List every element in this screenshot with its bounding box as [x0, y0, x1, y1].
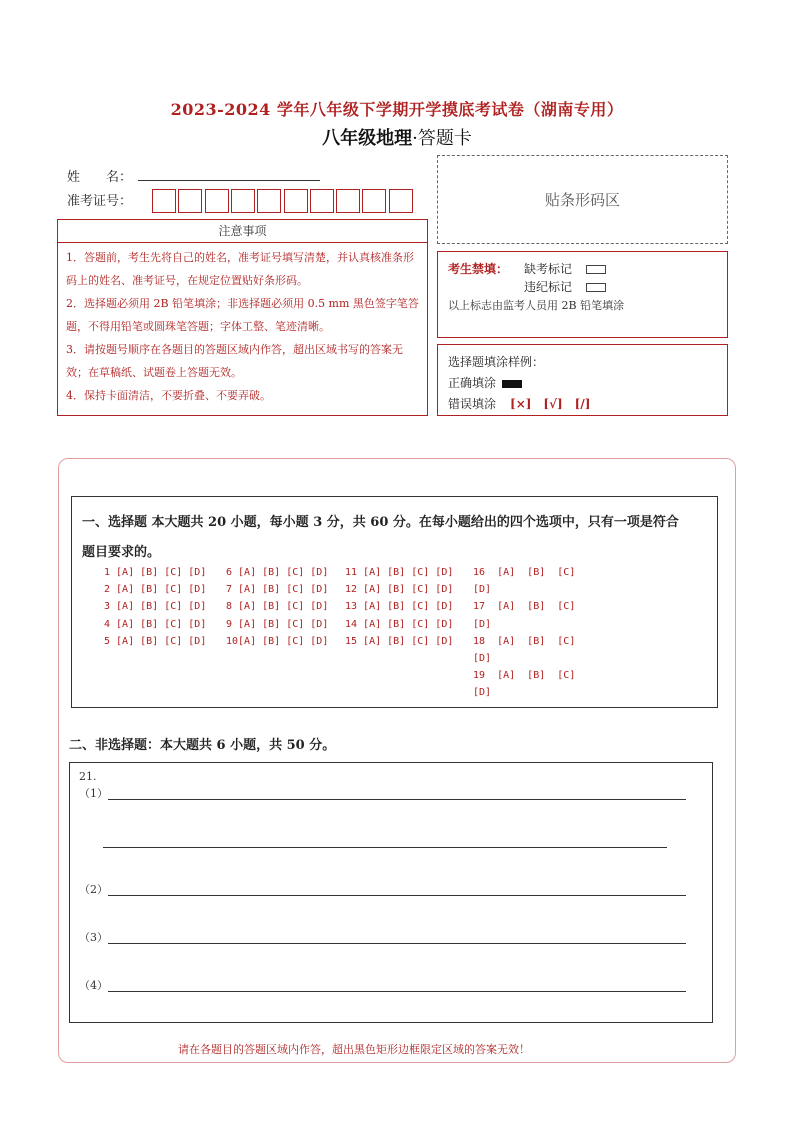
notice-item-1: 1．答题前，考生先将自己的姓名，准考证号填写清楚，并认真核准条形码上的姓名、准考证号，在规定位置贴好条形码。 [66, 251, 414, 287]
id-digit-box[interactable] [257, 189, 281, 213]
mc-question-row[interactable]: 10[A] [B] [C] [D] [226, 635, 329, 647]
card-type: ·答题卡 [412, 128, 472, 149]
name-label: 姓 名： [67, 170, 133, 185]
q21-part-1-label: （1） [79, 787, 108, 800]
sample-box [437, 344, 728, 416]
mc-question-row[interactable]: 12 [A] [B] [C] [D] [345, 584, 454, 596]
multiple-choice-box [71, 496, 718, 708]
mc-question-row[interactable]: 17 [A] [B] [C] [473, 601, 576, 613]
id-digit-box[interactable] [205, 189, 229, 213]
notice-item-2: 2．选择题必须用 2B 铅笔填涂；非选择题必须用 0.5 mm 黑色签字笔答题，不得用铅笔或圆珠笔答题；字体工整、笔迹清晰。 [66, 297, 419, 333]
id-digit-box[interactable] [336, 189, 360, 213]
q21-part-3-line[interactable] [108, 929, 686, 944]
forbid-box [437, 251, 728, 338]
correct-row [448, 374, 522, 391]
q21-part-4-label: （4） [79, 979, 108, 992]
id-digit-box[interactable] [152, 189, 176, 213]
barcode-label: 贴条形码区 [544, 191, 620, 209]
mc-question-row[interactable]: 14 [A] [B] [C] [D] [345, 618, 454, 630]
notice-item-4: 4．保持卡面清洁，不要折叠、不要弄破。 [66, 389, 271, 402]
card-subtitle [0, 124, 794, 150]
wrong-row [448, 395, 590, 412]
filled-mark-icon [502, 380, 522, 388]
mc-question-row[interactable]: 6 [A] [B] [C] [D] [226, 567, 329, 578]
mc-question-row[interactable]: 13 [A] [B] [C] [D] [345, 601, 454, 613]
mc-question-row[interactable]: 3 [A] [B] [C] [D] [104, 601, 207, 613]
mc-question-row[interactable]: [D] [473, 653, 492, 664]
q21-number: 21. [79, 770, 97, 783]
mc-question-row[interactable]: 2 [A] [B] [C] [D] [104, 584, 207, 596]
q21-part-2-label: （2） [79, 883, 108, 896]
wrong-marks: [×] [√] [/] [510, 397, 591, 411]
correct-label: 正确填涂 [448, 376, 497, 390]
q21-part-3-label: （3） [79, 931, 108, 944]
barcode-area [437, 155, 728, 244]
notice-box [57, 219, 428, 416]
q21-part-1-line-2[interactable] [103, 833, 667, 848]
mc-question-row[interactable]: 4 [A] [B] [C] [D] [104, 618, 207, 630]
violation-mark-row [524, 278, 606, 295]
mc-heading-cont: 题目要求的。 [82, 545, 161, 560]
q21-part-1-line[interactable] [108, 785, 686, 800]
mc-question-row[interactable]: 19 [A] [B] [C] [473, 670, 576, 682]
absent-mark-row [524, 260, 606, 277]
absent-checkbox[interactable] [586, 265, 606, 274]
mc-question-row[interactable]: 15 [A] [B] [C] [D] [345, 635, 454, 647]
name-field[interactable] [138, 180, 320, 181]
wrong-label: 错误填涂 [448, 397, 497, 411]
short-answer-box [69, 762, 713, 1023]
mc-question-row[interactable]: 11 [A] [B] [C] [D] [345, 567, 454, 578]
forbid-label: 考生禁填： [448, 262, 509, 276]
q21-part-4-line[interactable] [108, 977, 686, 992]
mc-question-row[interactable]: 5 [A] [B] [C] [D] [104, 635, 207, 647]
mc-heading: 一、选择题 本大题共 20 小题，每小题 3 分，共 60 分。在每小题给出的四个选项中，只有一项是符合 [82, 515, 679, 530]
id-digit-box[interactable] [310, 189, 334, 213]
id-digit-box[interactable] [284, 189, 308, 213]
mc-question-row[interactable]: [D] [473, 618, 492, 630]
sa-heading: 二、非选择题：本大题共 6 小题，共 50 分。 [69, 738, 336, 753]
id-label: 准考证号： [67, 194, 133, 209]
id-digit-box[interactable] [178, 189, 202, 213]
mc-question-row[interactable]: 9 [A] [B] [C] [D] [226, 618, 329, 630]
sample-heading: 选择题填涂样例： [448, 355, 545, 369]
mc-question-row[interactable]: 1 [A] [B] [C] [D] [104, 567, 207, 578]
mc-question-row[interactable]: [D] [473, 687, 492, 699]
subject-title: 八年级地理 [322, 128, 413, 149]
notice-heading: 注意事项 [58, 220, 427, 243]
notice-item-3: 3．请按题号顺序在各题目的答题区域内作答，超出区域书写的答案无效；在草稿纸、试题卷上答题无效。 [66, 343, 403, 379]
mc-question-row[interactable]: 18 [A] [B] [C] [473, 635, 576, 647]
mc-question-row[interactable]: 7 [A] [B] [C] [D] [226, 584, 329, 596]
mc-question-row[interactable]: 8 [A] [B] [C] [D] [226, 601, 329, 613]
mc-question-row[interactable]: [D] [473, 584, 492, 596]
q21-part-2-line[interactable] [108, 881, 686, 896]
exam-title: 2023-2024 学年八年级下学期开学摸底考试卷（湖南专用） [170, 100, 624, 119]
absent-label: 缺考标记 [524, 262, 573, 276]
violation-label: 违纪标记 [524, 280, 573, 294]
violation-checkbox[interactable] [586, 283, 606, 292]
forbid-note: 以上标志由监考人员用 2B 铅笔填涂 [448, 299, 625, 312]
mc-question-row[interactable]: 16 [A] [B] [C] [473, 567, 576, 578]
id-digit-box[interactable] [362, 189, 386, 213]
id-digit-box[interactable] [389, 189, 413, 213]
id-digit-box[interactable] [231, 189, 255, 213]
footer-warning: 请在各题目的答题区域内作答，超出黑色矩形边框限定区域的答案无效！ [178, 1043, 530, 1056]
